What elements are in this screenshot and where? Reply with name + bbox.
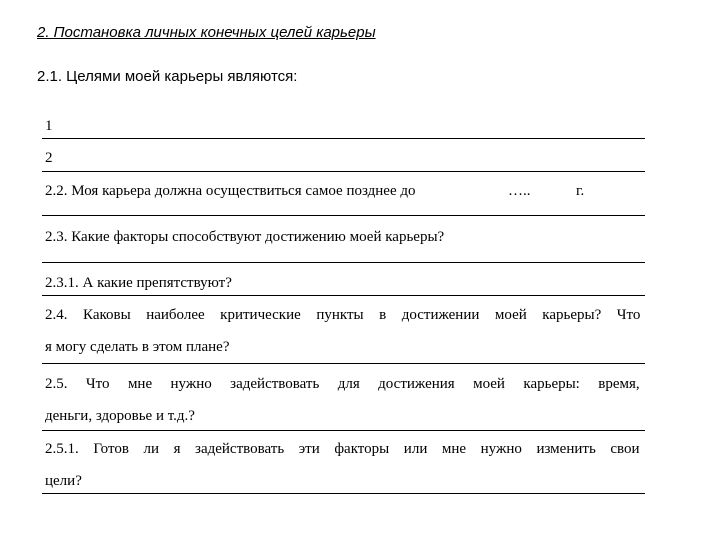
question-2-4-line-1: 2.4. Каковы наиболее критические пункты в достижении моей карьеры? Что xyxy=(45,307,641,323)
answer-line-2-5-1 xyxy=(42,493,645,494)
question-2-4-line-2: я могу сделать в этом плане? xyxy=(45,339,230,355)
question-2-5-1-line-1: 2.5.1. Готов ли я задействовать эти факторы или мне нужно изменить свои xyxy=(45,441,640,457)
answer-line-2-3-1 xyxy=(42,295,645,296)
section-subtitle: 2.1. Целями моей карьеры являются: xyxy=(37,68,298,85)
answer-line-2-3 xyxy=(42,262,645,263)
question-2-2-unit: г. xyxy=(576,183,585,199)
question-2-2-text: 2.2. Моя карьера должна осуществиться самое позднее до xyxy=(45,183,416,199)
goal-line-1-label: 1 xyxy=(45,118,53,134)
question-2-3: 2.3. Какие факторы способствуют достижению моей карьеры? xyxy=(45,229,445,245)
goal-line-2-label: 2 xyxy=(45,150,53,166)
goal-line-2 xyxy=(42,171,645,172)
question-2-5-1-line-2: цели? xyxy=(45,473,82,489)
question-2-5-line-1: 2.5. Что мне нужно задействовать для достижения моей карьеры: время, xyxy=(45,376,640,392)
question-2-5-line-2: деньги, здоровье и т.д.? xyxy=(45,408,195,424)
question-2-3-1: 2.3.1. А какие препятствуют? xyxy=(45,275,232,291)
answer-line-2-4 xyxy=(42,363,645,364)
answer-line-2-5 xyxy=(42,430,645,431)
question-2-2-blank: ….. xyxy=(508,183,531,199)
page-title: 2. Постановка личных конечных целей карьеры xyxy=(37,24,376,41)
answer-line-2-2 xyxy=(42,215,645,216)
goal-line-1 xyxy=(42,138,645,139)
